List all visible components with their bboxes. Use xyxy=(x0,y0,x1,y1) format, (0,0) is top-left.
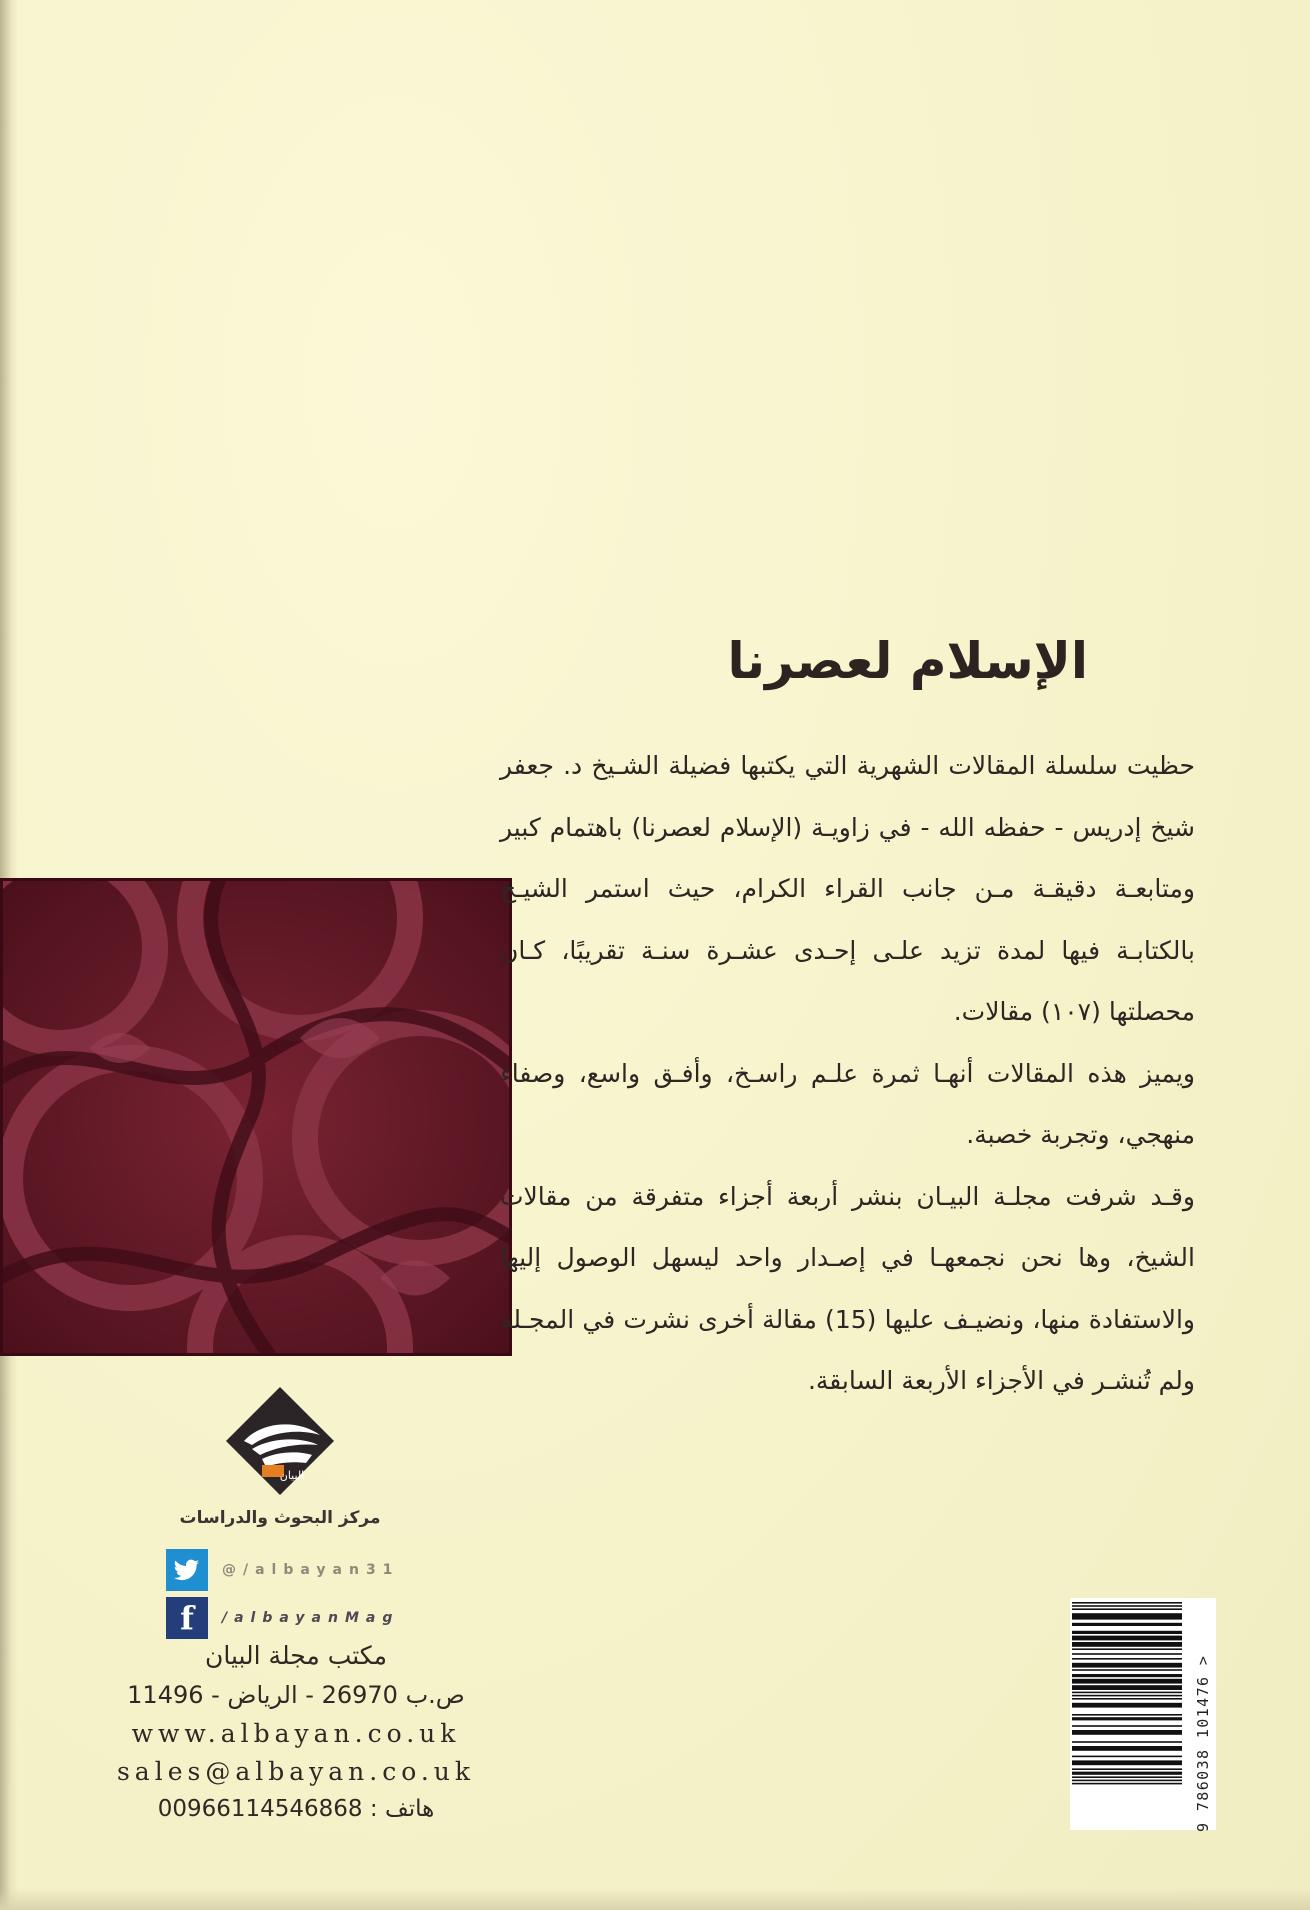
blurb-text xyxy=(500,735,1195,1412)
barcode-bar xyxy=(1072,1695,1182,1697)
barcode-bar xyxy=(1072,1741,1182,1743)
facebook-handle[interactable]: /albayanMag xyxy=(222,1610,400,1626)
office-name: مكتب مجلة البيان xyxy=(204,1641,388,1670)
facebook-icon[interactable]: f xyxy=(166,1597,208,1639)
barcode-bar xyxy=(1072,1605,1182,1607)
barcode-bar xyxy=(1072,1663,1182,1668)
barcode-bar xyxy=(1072,1669,1182,1671)
arabesque-pattern xyxy=(0,878,512,1356)
blurb-paragraph: ويميز هذه المقالات أنهـا ثمرة علـم راسـخ، وأفـق واسع، وصفاء منهجي، وتجربة خصبة. xyxy=(500,1058,1195,1149)
email-link[interactable]: sales@albayan.co.uk xyxy=(116,1757,476,1786)
barcode-bar xyxy=(1072,1725,1182,1727)
barcode-bar xyxy=(1072,1703,1182,1708)
barcode-bar xyxy=(1072,1648,1182,1650)
logo-wordmark: البيان xyxy=(279,1469,305,1482)
bottom-edge-shadow xyxy=(0,1888,1310,1910)
decorative-pattern-panel xyxy=(0,878,512,1356)
publisher-logo xyxy=(222,1383,338,1499)
barcode-bar xyxy=(1072,1674,1182,1677)
twitter-row[interactable] xyxy=(166,1550,399,1590)
barcode-bar xyxy=(1072,1768,1182,1770)
barcode-bar xyxy=(1072,1783,1182,1785)
barcode-bar xyxy=(1072,1760,1182,1765)
barcode-bar xyxy=(1072,1658,1182,1660)
barcode-bar xyxy=(1072,1653,1182,1655)
barcode-bar xyxy=(1072,1692,1182,1694)
twitter-handle[interactable]: @/albayan31 xyxy=(222,1562,400,1578)
blurb-paragraph: حظيت سلسلة المقالات الشهرية التي يكتبها فضيلة الشـيخ د. جعفر شيخ إدريس - حفظه الله - في زاويـة (الإسلام لعصرنا) باهتمام كبير ومتابعـة دقيقـة مـن جانب القراء الكرام، حيث استمر الشيـخ بالكتابـة فيها لمدة تزيد علـى إحـدى عشـرة سنـة تقريبًا، كـان محصلتها (١٠٧) مقالات. xyxy=(500,751,1195,1026)
isbn-number: 9 786038 101476 > xyxy=(1194,1654,1212,1832)
website-link[interactable]: www.albayan.co.uk xyxy=(131,1719,461,1748)
barcode-bar xyxy=(1072,1679,1182,1684)
barcode-bar xyxy=(1072,1780,1182,1782)
barcode-bar xyxy=(1072,1602,1182,1604)
barcode-bar xyxy=(1072,1746,1182,1751)
book-title: الإسلام لعصرنا xyxy=(727,632,1088,690)
barcode-bar xyxy=(1072,1714,1182,1716)
barcode-bar xyxy=(1072,1698,1182,1700)
facebook-row[interactable] xyxy=(166,1598,399,1638)
barcode-bar xyxy=(1072,1608,1182,1610)
po-box: ص.ب 26970 - الرياض - 11496 xyxy=(127,1681,465,1709)
twitter-icon[interactable] xyxy=(166,1549,208,1591)
barcode-bar xyxy=(1072,1631,1182,1634)
barcode-bar xyxy=(1072,1636,1182,1641)
barcode-bar xyxy=(1072,1685,1182,1690)
barcode-bar xyxy=(1072,1717,1182,1720)
barcode-bar xyxy=(1072,1613,1182,1619)
barcode-bar xyxy=(1072,1776,1182,1778)
blurb-paragraph: وقـد شرفت مجلـة البيـان بنشر أربعة أجزاء متفرقة من مقالات الشيخ، وها نحن نجمعهـا في إصـدار واحد ليسهل الوصول إليها والاستفادة منها، ونضيـف عليها (15) مقالة أخرى نشرت في المجـلة ولم تُنشـر في الأجزاء الأربعة السابقة. xyxy=(500,1181,1195,1395)
barcode-bar xyxy=(1072,1642,1182,1647)
barcode-bar xyxy=(1072,1730,1182,1735)
barcode-bar xyxy=(1072,1772,1182,1775)
phone-number: هاتف : 00966114546868 xyxy=(157,1796,435,1822)
barcode-bar xyxy=(1072,1623,1182,1626)
research-center-name: مركز البحوث والدراسات xyxy=(179,1508,381,1528)
barcode-bar xyxy=(1072,1756,1182,1758)
